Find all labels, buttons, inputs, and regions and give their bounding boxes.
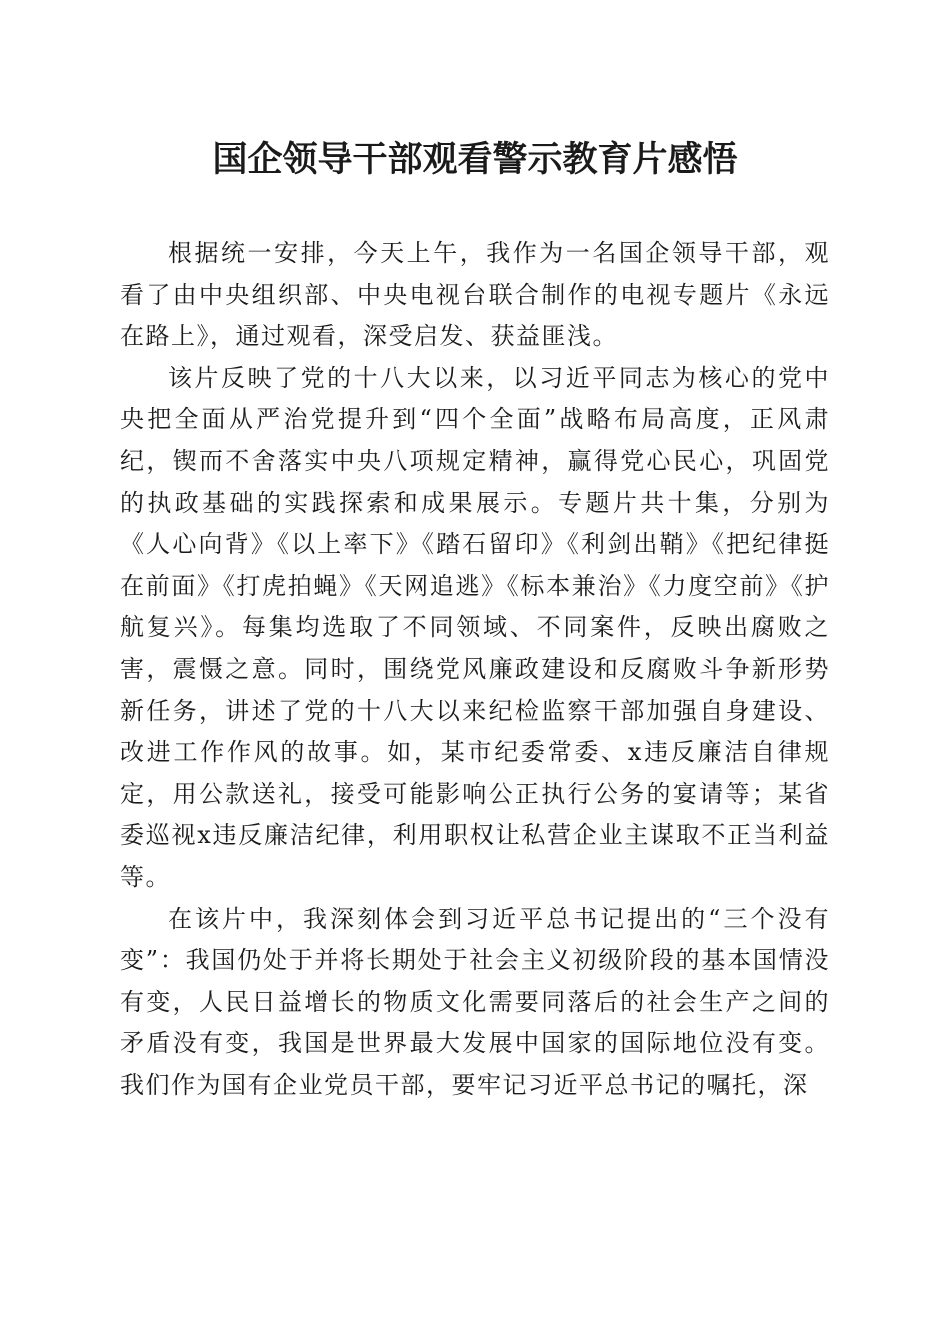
document-body	[120, 233, 830, 1106]
paragraph-2: 该片反映了党的十八大以来，以习近平同志为核心的党中央把全面从严治党提升到“四个全面”战略布局高度，正风肃纪，锲而不舍落实中央八项规定精神，赢得党心民心，巩固党的执政基础的实践探索和成果展示。专题片共十集，分别为《人心向背》《以上率下》《踏石留印》《利剑出鞘》《把纪律挺在前面》《打虎拍蝇》《天网追逃》《标本兼治》《力度空前》《护航复兴》。每集均选取了不同领域、不同案件，反映出腐败之害，震慑之意。同时，围绕党风廉政建设和反腐败斗争新形势新任务，讲述了党的十八大以来纪检监察干部加强自身建设、改进工作作风的故事。如，某市纪委常委、x违反廉洁自律规定，用公款送礼，接受可能影响公正执行公务的宴请等；某省委巡视x违反廉洁纪律，利用职权让私营企业主谋取不正当利益等。	[120, 363, 830, 891]
document-title: 国企领导干部观看警示教育片感悟	[212, 139, 738, 180]
paragraph-1: 根据统一安排，今天上午，我作为一名国企领导干部，观看了由中央组织部、中央电视台联合制作的电视专题片《永远在路上》，通过观看，深受启发、获益匪浅。	[120, 239, 830, 351]
paragraph-3: 在该片中，我深刻体会到习近平总书记提出的“三个没有变”：我国仍处于并将长期处于社会主义初级阶段的基本国情没有变，人民日益增长的物质文化需要同落后的社会生产之间的矛盾没有变，我国是世界最大发展中国家的国际地位没有变。我们作为国有企业党员干部，要牢记习近平总书记的嘱托，深	[120, 904, 830, 1099]
